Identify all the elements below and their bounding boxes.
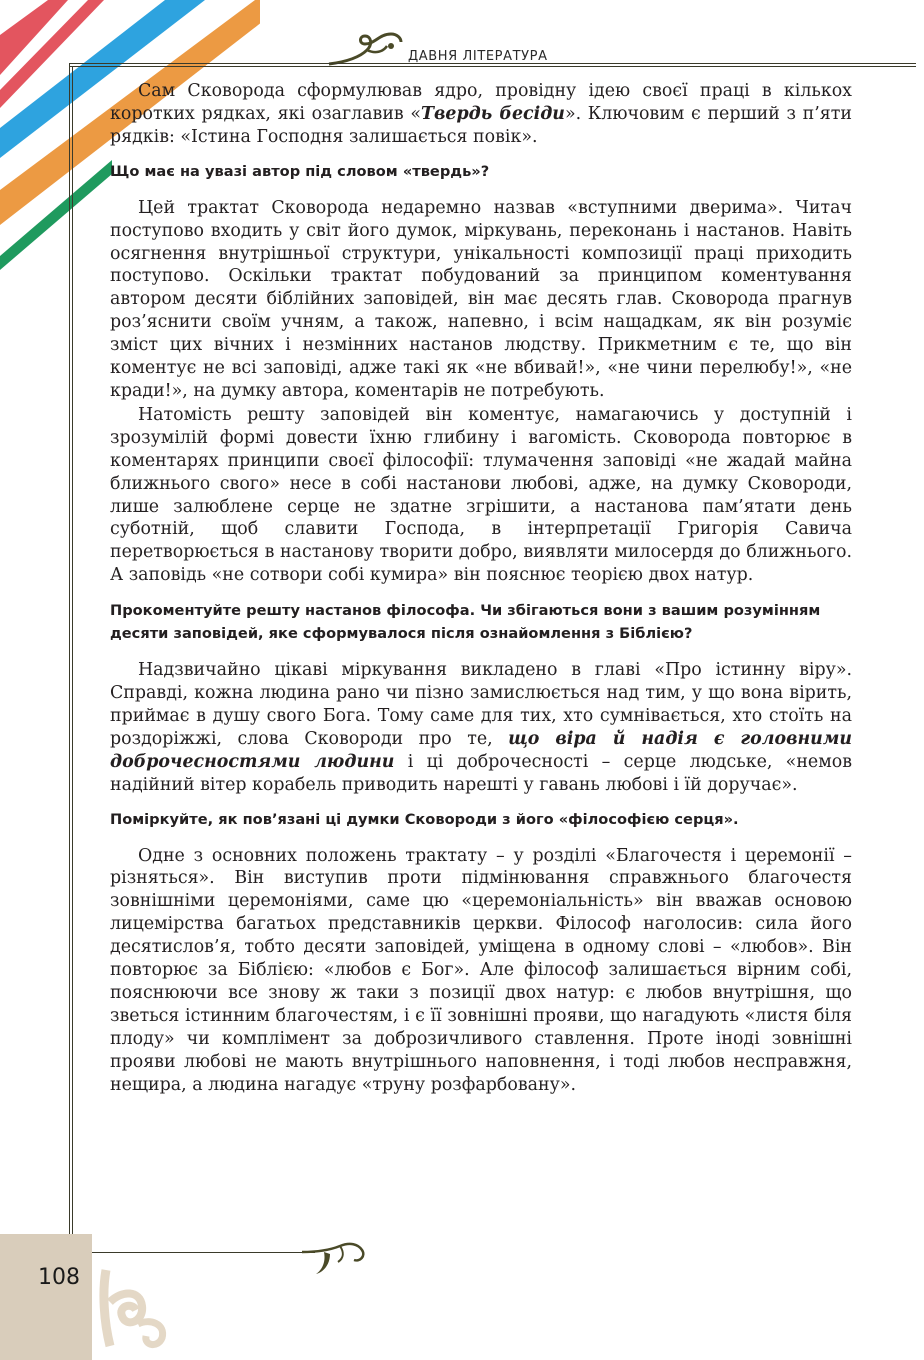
header-ornament-icon: [325, 28, 405, 68]
p4-text-b: і ці доброчесності – серце людське, «немов надійний вітер корабель приводить нарешті у гавань любові і їй доручає».: [110, 751, 852, 795]
question-1: Що має на увазі автор під словом «твердь»?: [110, 162, 490, 180]
frame-line-left-inner: [72, 66, 73, 1253]
frame-line-top: [70, 63, 916, 64]
paragraph-intro: [110, 80, 852, 149]
p1-text-a: Сам Сковорода сформулював ядро, провідну ідею своєї праці в кількох коротких рядках, які озаглавив «: [110, 81, 852, 124]
page-content: [110, 80, 852, 1097]
question-3: Поміркуйте, як пов’язані ці думки Сковороди з його «філософією серця».: [110, 810, 739, 828]
frame-line-top-inner: [70, 66, 916, 67]
frame-line-bottom: [69, 1252, 315, 1253]
page-number: 108: [38, 1265, 80, 1290]
paragraph-3: Натомість решту заповідей він коментує, намагаючись у доступній і зрозумілій формі довести їхню глибину і вагомість. Сковорода повторює в коментарях принципи своєї філософії: тлумачення заповіді «не жадай майна ближнього свого» несе в собі настанови любові, адже, на думку Сковороди, лише залюблене серце не здатне згрішити, а настанова пам’ятати день суботній, щоб славити Господа, в інтерпретації Григорія Савича перетворюється в настанову творити добро, виявляти милосердя до ближнього. А заповідь «не сотвори собі кумира» він пояснює теорією двох натур.: [110, 404, 852, 586]
corner-swirl-icon: [96, 1262, 176, 1352]
frame-line-left: [69, 63, 70, 1253]
p4-emphasis: що віра й надія є головними доброчесностями людини: [110, 728, 853, 772]
p1-text-b: ». Ключовим є перший з п’яти рядків: «Істина Господня залишається повік».: [110, 103, 852, 147]
paragraph-2: Цей трактат Сковорода недаремно назвав «вступними дверима». Читач поступово входить у світ його думок, міркувань, переконань і настанов. Навіть осягнення внутрішньої структури, унікальності композиції праці приходить поступово. Оскільки трактат побудований за принципом коментування автором десяти біблійних заповідей, він має десять глав. Сковорода прагнув роз’яснити своїм учням, а також, напевно, і всім нащадкам, як він розуміє зміст цих вічних і незмінних настанов людству. Прикметним є те, що він коментує не всі заповіді, адже такі як «не вбивай!», «не чини перелюбу!», «не кради!», на думку автора, коментарів не потребують.: [110, 197, 852, 401]
paragraph-4: [110, 659, 852, 796]
corner-block: [0, 1234, 92, 1360]
running-title: ДАВНЯ ЛІТЕРАТУРА: [408, 49, 548, 64]
paragraph-5: Одне з основних положень трактату – у розділі «Благочестя і церемонії – різняться». Він виступив проти підмінювання справжнього благочестя зовнішніми церемоніями, саме цю «церемоніальність» він вважав основою лицемірства багатьох представників церкви. Філософ наголосив: сила його десятислов’я, тобто десяти заповідей, уміщена в одному слові – «любов». Він повторює за Біблією: «любов є Бог». Але філософ залишається вірним собі, пояснюючи все знову ж таки з позиції двох натур: є любов внутрішня, що зветься істинним благочестям, і є її зовнішні прояви, що нагадують «листя біля плоду» чи комплімент за доброзичливого ставлення. Проте іноді зовнішні прояви любові не мають внутрішнього наповнення, і тоді любов несправжня, нещира, а людина нагадує «труну розфарбовану».: [110, 845, 852, 1095]
p4-text-a: Надзвичайно цікаві міркування викладено в главі «Про істинну віру». Справді, кожна людина рано чи пізно замислюється над тим, у що вона вірить, приймає в душу свого Бога. Тому саме для тих, хто сумнівається, хто стоїть на роздоріжжі, слова Сковороди про те,: [110, 660, 852, 749]
footer-ornament-icon: [300, 1238, 370, 1278]
treatise-title: Твердь бесіди: [421, 103, 565, 124]
question-2: Прокоментуйте решту настанов філософа. Чи збігаються вони з вашим розумінням десяти заповідей, яке сформувалося після ознайомлення з Біблією?: [110, 602, 821, 643]
